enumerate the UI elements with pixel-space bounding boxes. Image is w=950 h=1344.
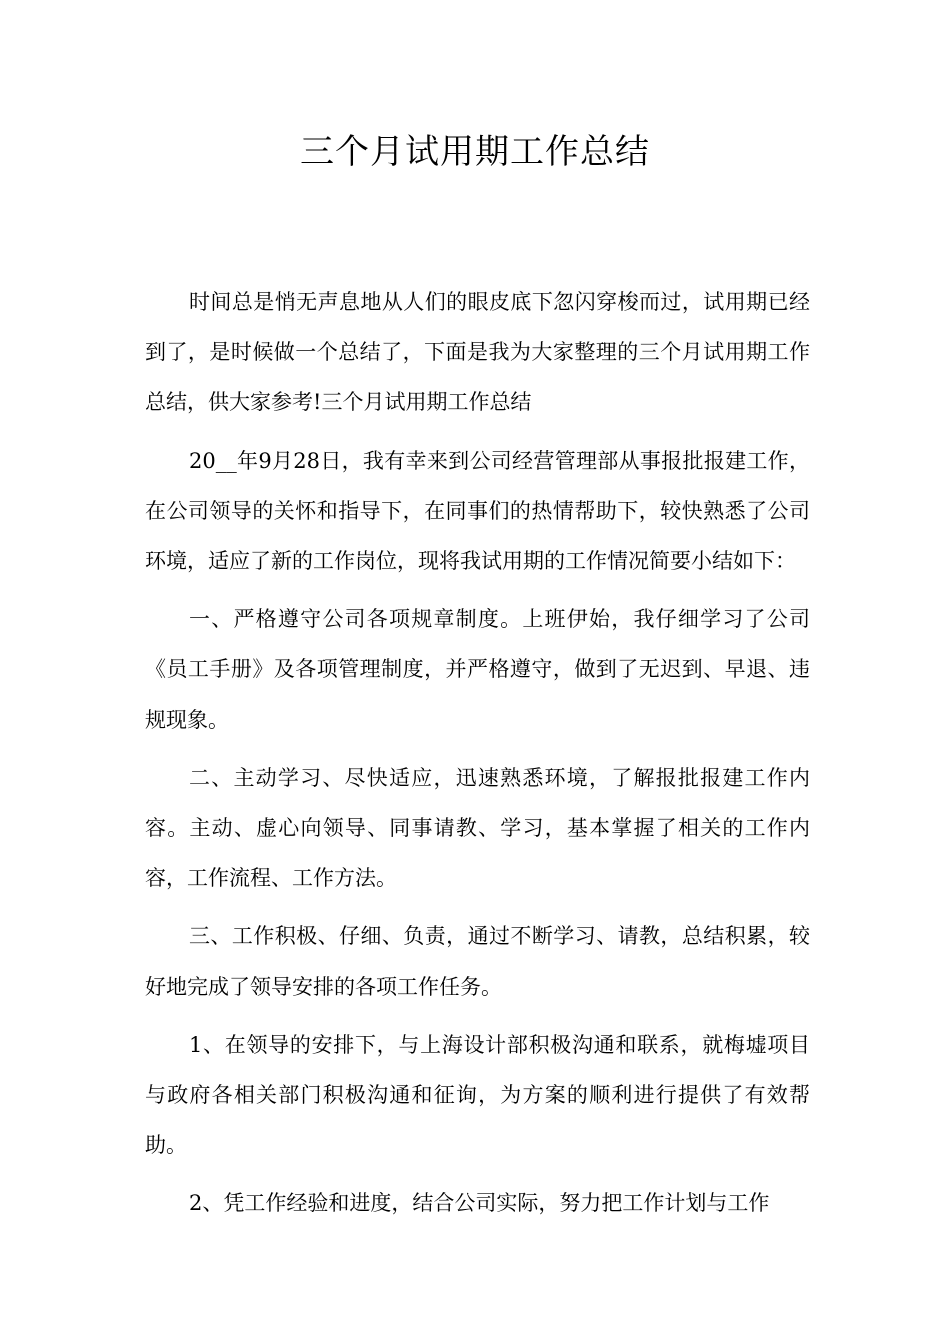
document-body [145, 277, 810, 1237]
paragraph-section-1: 一、严格遵守公司各项规章制度。上班伊始，我仔细学习了公司《员工手册》及各项管理制度，并严格遵守，做到了无迟到、早退、违规现象。 [145, 607, 810, 732]
paragraph-item-1: 1、在领导的安排下，与上海设计部积极沟通和联系，就梅墟项目与政府各相关部门积极沟通和征询，为方案的顺利进行提供了有效帮助。 [145, 1032, 810, 1158]
paragraph-overview: 20__年9月28日，我有幸来到公司经营管理部从事报批报建工作，在公司领导的关怀和指导下，在同事们的热情帮助下，较快熟悉了公司环境，适应了新的工作岗位，现将我试用期的工作情况简要小结如下： [145, 448, 810, 574]
document-title: 三个月试用期工作总结 [300, 132, 650, 172]
paragraph-item-2: 2、凭工作经验和进度，结合公司实际，努力把工作计划与工作 [189, 1191, 770, 1216]
paragraph-section-2: 二、主动学习、尽快适应，迅速熟悉环境，了解报批报建工作内容。主动、虚心向领导、同事请教、学习，基本掌握了相关的工作内容，工作流程、工作方法。 [145, 765, 810, 891]
paragraph-section-3: 三、工作积极、仔细、负责，通过不断学习、请教，总结积累，较好地完成了领导安排的各项工作任务。 [145, 924, 810, 999]
paragraph-intro: 时间总是悄无声息地从人们的眼皮底下忽闪穿梭而过，试用期已经到了，是时候做一个总结了，下面是我为大家整理的三个月试用期工作总结，供大家参考!三个月试用期工作总结 [145, 290, 810, 415]
